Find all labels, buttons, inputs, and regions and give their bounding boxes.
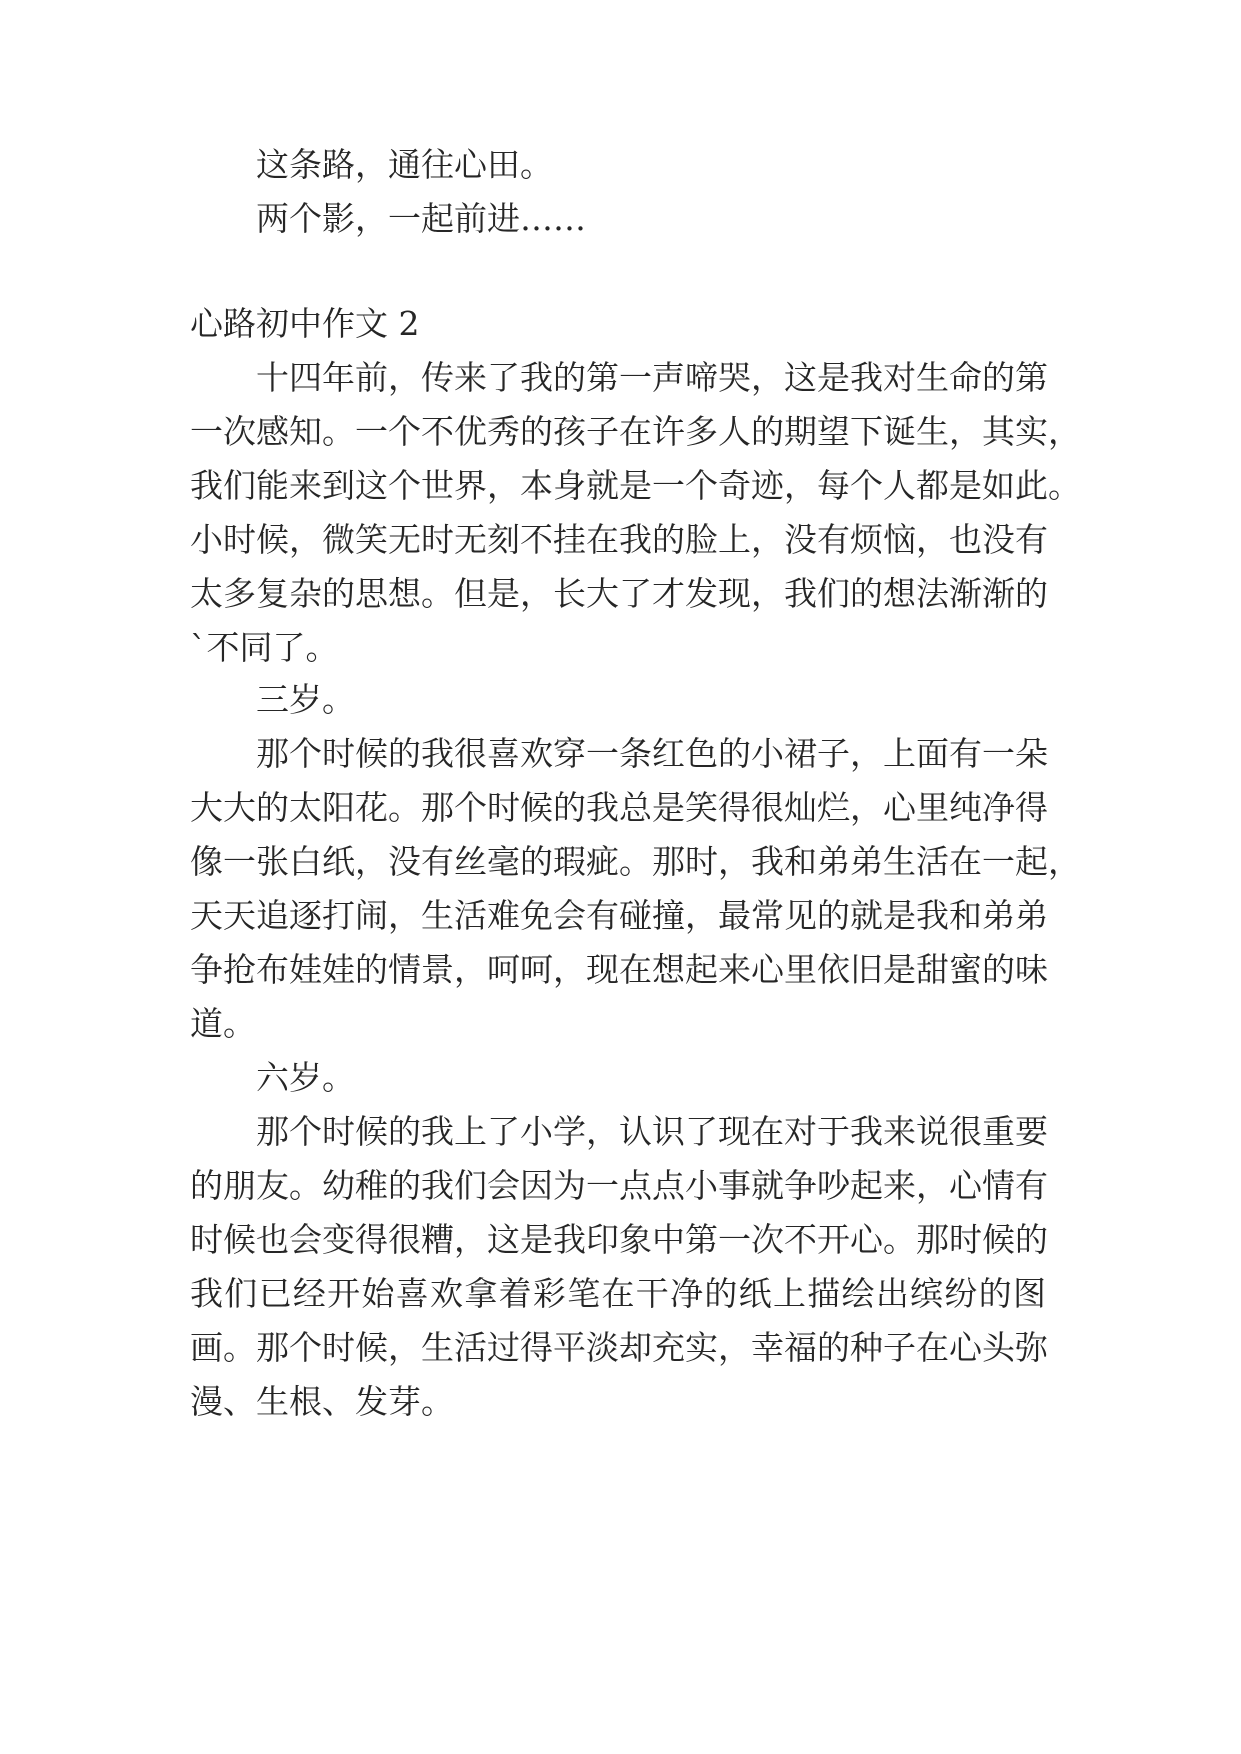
age-three-line-5: 争抢布娃娃的情景，呵呵，现在想起来心里依旧是甜蜜的味: [190, 950, 1048, 989]
section-title: 心路初中作文 2: [190, 304, 420, 343]
intro-line-1: 十四年前，传来了我的第一声啼哭，这是我对生命的第: [256, 358, 1048, 397]
opening-line-2: 两个影，一起前进……: [256, 199, 586, 238]
age-three-line-2: 大大的太阳花。那个时候的我总是笑得很灿烂，心里纯净得: [190, 788, 1048, 827]
age-three-line-1: 那个时候的我很喜欢穿一条红色的小裙子，上面有一朵: [256, 734, 1048, 773]
age-six-line-3: 时候也会变得很糟，这是我印象中第一次不开心。那时候的: [190, 1220, 1048, 1259]
age-six-line-1: 那个时候的我上了小学，认识了现在对于我来说很重要: [256, 1112, 1048, 1151]
age-six-line-2: 的朋友。幼稚的我们会因为一点点小事就争吵起来，心情有: [190, 1166, 1048, 1205]
intro-line-3: 我们能来到这个世界，本身就是一个奇迹，每个人都是如此。: [190, 466, 1081, 505]
age-three-line-4: 天天追逐打闹，生活难免会有碰撞，最常见的就是我和弟弟: [190, 896, 1048, 935]
intro-line-4: 小时候，微笑无时无刻不挂在我的脸上，没有烦恼，也没有: [190, 520, 1048, 559]
age-three-heading: 三岁。: [256, 680, 355, 719]
age-three-line-3: 像一张白纸，没有丝毫的瑕疵。那时，我和弟弟生活在一起，: [190, 842, 1081, 881]
age-six-line-4: 我们已经开始喜欢拿着彩笔在干净的纸上描绘出缤纷的图: [190, 1274, 1046, 1313]
opening-line-1: 这条路，通往心田。: [256, 145, 553, 184]
age-six-line-5: 画。那个时候，生活过得平淡却充实，幸福的种子在心头弥: [190, 1328, 1048, 1367]
age-three-line-6: 道。: [190, 1004, 256, 1043]
intro-line-2: 一次感知。一个不优秀的孩子在许多人的期望下诞生，其实，: [190, 412, 1081, 451]
intro-line-6: `不同了。: [190, 628, 339, 667]
age-six-heading: 六岁。: [256, 1058, 355, 1097]
age-six-line-6: 漫、生根、发芽。: [190, 1382, 454, 1421]
intro-line-5: 太多复杂的思想。但是，长大了才发现，我们的想法渐渐的: [190, 574, 1048, 613]
